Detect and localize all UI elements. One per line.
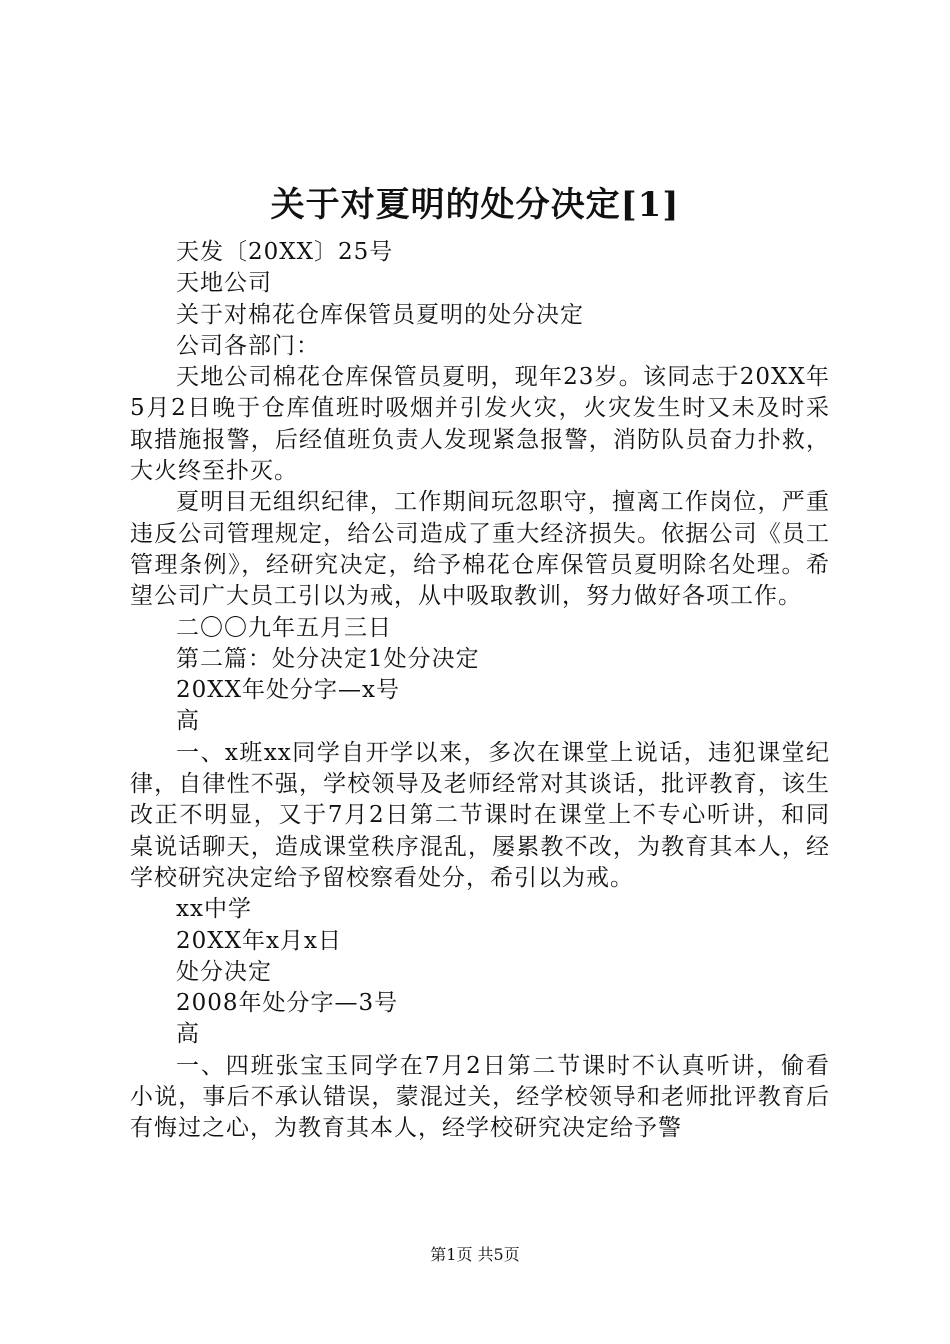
date-line: 二〇〇九年五月三日 [176,614,392,641]
document-body [130,237,830,1145]
paragraph: 高 [176,708,200,735]
paragraph: 一、四班张宝玉同学在7月2日第二节课时不认真听讲，偷看小说，事后不承认错误，蒙混过关，经学校领导和老师批评教育后有悔过之心，为教育其本人，经学校研究决定给予警 [130,1052,830,1142]
paragraph: 夏明目无组织纪律，工作期间玩忽职守，擅离工作岗位，严重违反公司管理规定，给公司造成了重大经济损失。依据公司《员工管理条例》，经研究决定，给予棉花仓库保管员夏明除名处理。希望公司广大员工引以为戒，从中吸取教训，努力做好各项工作。 [130,489,830,610]
paragraph: 天地公司棉花仓库保管员夏明，现年23岁。该同志于20XX年5月2日晚于仓库值班时吸烟并引发火灾，火灾发生时又未及时采取措施报警，后经值班负责人发现紧急报警，消防队员奋力扑救，大火终至扑灭。 [130,364,830,485]
document-number: 20XX年处分字—x号 [176,677,400,704]
date-line: 20XX年x月x日 [176,927,342,954]
issuer: 天地公司 [176,270,272,297]
document-number: 2008年处分字—3号 [176,990,399,1017]
paragraph: 高 [176,1021,200,1048]
addressee: 公司各部门： [176,332,320,359]
document-number: 天发〔20XX〕25号 [176,239,394,265]
section-heading: 处分决定 [176,958,272,985]
section-heading: 第二篇：处分决定1处分决定 [176,645,480,672]
subject-line: 关于对棉花仓库保管员夏明的处分决定 [176,301,584,328]
issuer: xx中学 [176,896,252,923]
document-title: 关于对夏明的处分决定[1] [270,185,680,225]
page-footer: 第1页 共5页 [430,1245,520,1264]
paragraph: 一、x班xx同学自开学以来，多次在课堂上说话，违犯课堂纪律，自律性不强，学校领导及老师经常对其谈话，批评教育，该生改正不明显，又于7月2日第二节课时在课堂上不专心听讲，和同桌说话聊天，造成课堂秩序混乱，屡累教不改，为教育其本人，经学校研究决定给予留校察看处分，希引以为戒。 [130,739,830,891]
